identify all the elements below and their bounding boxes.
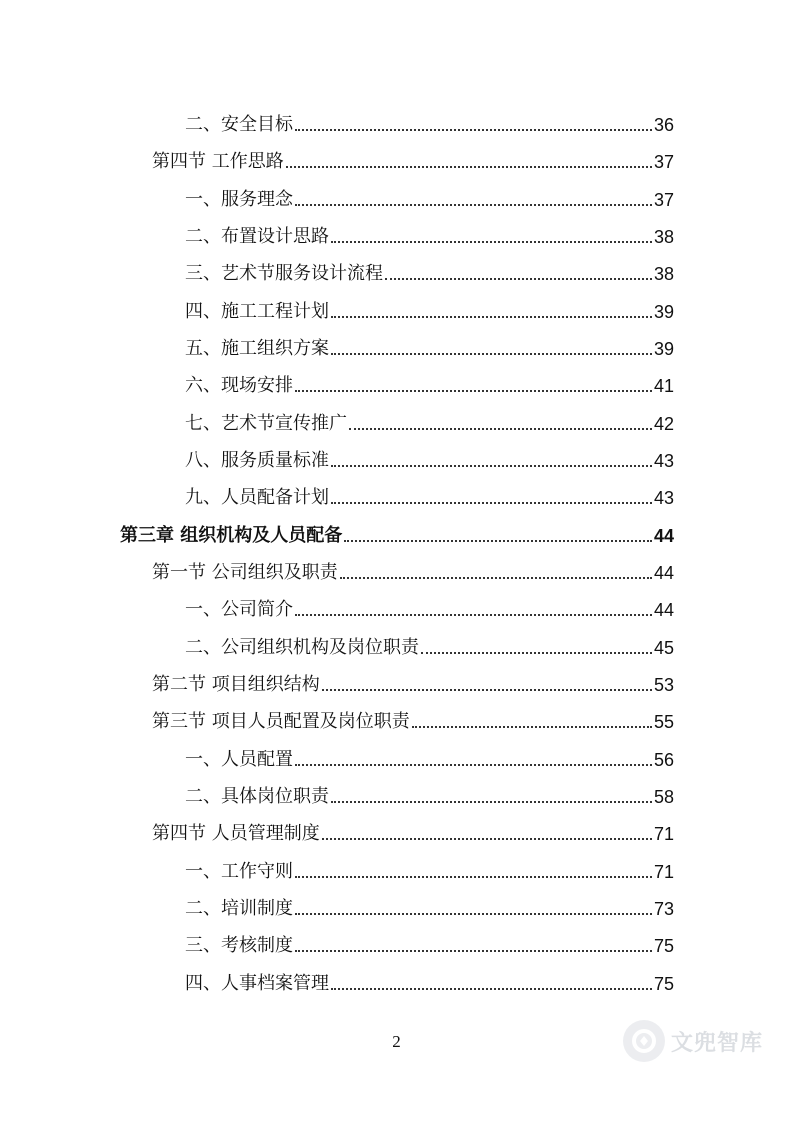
toc-entry[interactable] [185, 405, 674, 435]
toc-entry[interactable] [185, 330, 674, 360]
toc-entry[interactable] [185, 965, 674, 995]
toc-entry-page: 38 [653, 227, 674, 247]
toc-leader [331, 465, 652, 467]
toc-entry[interactable] [152, 703, 674, 733]
toc-entry[interactable] [185, 181, 674, 211]
toc-entry-page: 44 [653, 526, 674, 546]
toc-leader [295, 876, 652, 878]
toc-leader [295, 390, 652, 392]
toc-entry-label: 二、公司组织机构及岗位职责 [185, 637, 419, 658]
toc-entry-page: 73 [653, 899, 674, 919]
toc-entry[interactable] [185, 591, 674, 621]
toc-entry-label: 第一节 公司组织及职责 [152, 562, 338, 583]
toc-entry-page: 36 [653, 115, 674, 135]
toc-entry[interactable] [185, 778, 674, 808]
toc-leader [385, 278, 652, 280]
toc-entry-page: 41 [653, 376, 674, 396]
toc-leader [322, 689, 652, 691]
toc-entry-label: 三、艺术节服务设计流程 [185, 263, 383, 284]
toc-entry[interactable] [152, 815, 674, 845]
toc-entry-label: 六、现场安排 [185, 375, 293, 396]
toc-entry[interactable] [185, 106, 674, 136]
toc-entry-label: 三、考核制度 [185, 935, 293, 956]
toc-entry-page: 42 [653, 414, 674, 434]
toc-leader [331, 988, 652, 990]
toc-entry-page: 71 [653, 824, 674, 844]
toc-entry-page: 38 [653, 264, 674, 284]
toc-entry[interactable] [185, 890, 674, 920]
toc-entry-label: 二、布置设计思路 [185, 226, 329, 247]
toc-entry-page: 37 [653, 152, 674, 172]
toc-entry-page: 45 [653, 638, 674, 658]
watermark [623, 1020, 763, 1062]
toc-leader [340, 577, 652, 579]
toc-leader [295, 204, 652, 206]
toc-entry-page: 56 [653, 750, 674, 770]
toc-entry-page: 43 [653, 451, 674, 471]
toc-leader [295, 764, 652, 766]
toc-entry[interactable] [152, 554, 674, 584]
toc-entry-label: 一、服务理念 [185, 189, 293, 210]
toc-leader [286, 166, 652, 168]
toc-entry-page: 55 [653, 712, 674, 732]
toc-entry-label: 二、具体岗位职责 [185, 786, 329, 807]
toc-entry[interactable] [185, 853, 674, 883]
toc-entry-page: 37 [653, 190, 674, 210]
toc-entry[interactable] [185, 293, 674, 323]
toc-entry-page: 53 [653, 675, 674, 695]
toc-chapter-entry[interactable] [120, 517, 674, 547]
toc-entry[interactable] [185, 442, 674, 472]
watermark-text: 文兜智库 [670, 1030, 763, 1056]
toc-entry-page: 39 [653, 339, 674, 359]
toc-leader [344, 540, 652, 542]
toc-entry-label: 四、人事档案管理 [185, 973, 329, 994]
toc-leader [421, 652, 652, 654]
toc-entry-label: 七、艺术节宣传推广 [185, 413, 347, 434]
toc-entry[interactable] [185, 218, 674, 248]
toc-entry-label: 一、工作守则 [185, 861, 293, 882]
toc-leader [412, 726, 652, 728]
toc-entry-label: 一、公司简介 [185, 599, 293, 620]
toc-entry[interactable] [185, 629, 674, 659]
toc-entry-label: 一、人员配置 [185, 749, 293, 770]
watermark-logo-icon [623, 1020, 665, 1062]
toc-entry-page: 71 [653, 862, 674, 882]
toc-entry-label: 第四节 工作思路 [152, 151, 284, 172]
toc-entry[interactable] [185, 741, 674, 771]
toc-leader [331, 502, 652, 504]
toc-entry-label: 五、施工组织方案 [185, 338, 329, 359]
toc-entry[interactable] [185, 367, 674, 397]
toc-leader [349, 428, 652, 430]
toc-leader [295, 913, 652, 915]
toc-entry[interactable] [152, 666, 674, 696]
toc-entry-page: 58 [653, 787, 674, 807]
toc-entry-page: 43 [653, 488, 674, 508]
toc-leader [331, 801, 652, 803]
toc-entry-page: 44 [653, 600, 674, 620]
toc-entry[interactable] [185, 255, 674, 285]
toc-entry-label: 九、人员配备计划 [185, 487, 329, 508]
toc-entry-label: 八、服务质量标准 [185, 450, 329, 471]
toc-leader [331, 241, 652, 243]
toc-entry[interactable] [185, 927, 674, 957]
toc-entry-page: 39 [653, 302, 674, 322]
toc-entry-page: 75 [653, 974, 674, 994]
toc-leader [295, 950, 652, 952]
toc-entry-label: 二、培训制度 [185, 898, 293, 919]
toc-leader [295, 129, 652, 131]
toc-entry-label: 第二节 项目组织结构 [152, 674, 320, 695]
toc-leader [331, 316, 652, 318]
toc-entry-page: 75 [653, 936, 674, 956]
toc-entry-label: 第三节 项目人员配置及岗位职责 [152, 711, 410, 732]
toc-entry[interactable] [185, 479, 674, 509]
toc-entry-label: 二、安全目标 [185, 114, 293, 135]
page-number: 2 [392, 1032, 401, 1051]
toc-entry-label: 第三章 组织机构及人员配备 [120, 525, 343, 546]
toc-entry-label: 第四节 人员管理制度 [152, 823, 320, 844]
toc-leader [331, 353, 652, 355]
toc-entry-label: 四、施工工程计划 [185, 301, 329, 322]
toc-entry[interactable] [152, 143, 674, 173]
toc-leader [295, 614, 652, 616]
toc-leader [322, 838, 652, 840]
toc-entry-page: 44 [653, 563, 674, 583]
